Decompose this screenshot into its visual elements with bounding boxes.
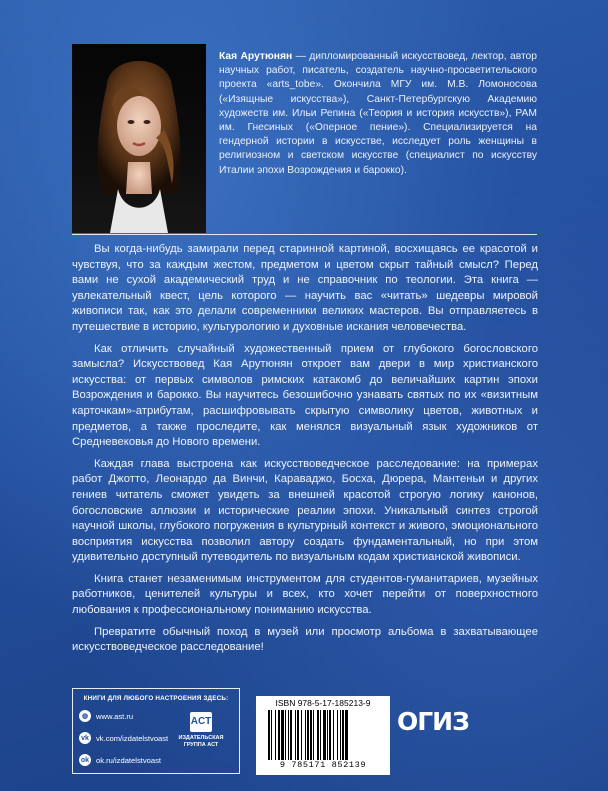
barcode-bar xyxy=(340,710,341,760)
paragraph: Как отличить случайный художественный прием от глубокого богословского замысла? Искусствовед Кая Арутюнян откроет вам двери в мир христианского искусства: от первых символов римских катакомб до величайших картин эпохи Возрождения и барокко. Вы научитесь безошибочно узнавать святых по их «визитным карточкам»-атрибутам, расшифровывать скрытую символику цветов, животных и предметов, а также проследите, как менялся визуальный язык художников от Средневековья до Нового времени. xyxy=(72,342,538,449)
vk-icon: vk xyxy=(79,732,91,744)
section-divider xyxy=(72,234,537,235)
paragraph: Каждая глава выстроена как искусствоведческое расследование: на примерах работ Джотто, Леонардо да Винчи, Караваджо, Босха, Дюрера, Мантеньи и других гениев читатель сможет увидеть за внешней красотой строгую логику канонов, богословские аллюзии и исторические реалии эпохи. Уникальный синтез строгой научной школы, глубокого погружения в культурный контекст и живого, эмоционального восприятия искусства позволил автору создать фундаментальный, но при этом удивительно доступный путеводитель по визуальным кодам христианской живописи. xyxy=(72,457,538,564)
barcode-digits: 9 785171 852139 xyxy=(279,760,367,770)
paragraph: Вы когда-нибудь замирали перед старинной картиной, восхищаясь ее красотой и чувствуя, что за каждым жестом, предметом и цветом скрыт тайный смысл? Перед вами не сухой академический труд и не справочник по теологии. Эта книга — увлекательный квест, цель которого — научить вас «читать» шедевры мировой живописи так, как это делали современники великих мастеров. Вы отправляетесь в путешествие в историю, культурологию и духовные искания человечества. xyxy=(72,243,538,333)
barcode-bar xyxy=(305,710,306,760)
barcode-bar xyxy=(345,710,348,760)
globe-icon: ◍ xyxy=(79,710,91,722)
author-name: Кая Арутюнян xyxy=(219,51,293,62)
promo-link-text: ok.ru/izdatelstvoast xyxy=(96,755,161,765)
barcode-bars xyxy=(268,710,380,760)
barcode-bar xyxy=(268,710,270,760)
isbn-label: ISBN 978-5-17-185213-9 xyxy=(275,698,371,708)
barcode-bar xyxy=(342,710,344,760)
annotation-text xyxy=(72,242,538,662)
barcode-bar xyxy=(320,710,321,760)
barcode-bar xyxy=(337,710,338,760)
paragraph: Книга станет незаменимым инструментом для студентов-гуманитариев, музейных работников, ценителей культуры и всех, кто хочет перейти от поверхностного любования к профессиональному пониманию искусства. xyxy=(72,572,538,617)
author-bio xyxy=(219,50,537,178)
barcode-bar xyxy=(327,710,328,760)
barcode-bar xyxy=(307,710,309,760)
promo-link-vk[interactable] xyxy=(79,731,168,745)
promo-link-site[interactable] xyxy=(79,709,133,723)
author-photo xyxy=(72,44,206,233)
isbn-barcode xyxy=(256,696,390,775)
ok-icon: ok xyxy=(79,754,91,766)
imprint-logo: ОГИЗ xyxy=(397,707,469,736)
author-bio-text: — дипломированный искусствовед, лектор, автор научных работ, писатель, создатель научно-просветительского проекта «arts_tobe». Окончила МГУ им. М.В. Ломоносова («Изящные искусства»), Санкт-Петербургскую Академию художеств им. Ильи Репина («Теория и история искусств»), РАМ им. Гнесиных («Оперное пение»). Специализируется на гендерной истории в искусстве, исследует роль женщины в религиозном и светском искусстве (специалист по искусству Италии эпохи Возрождения и барокко). xyxy=(219,51,538,176)
promo-title: КНИГИ ДЛЯ ЛЮБОГО НАСТРОЕНИЯ ЗДЕСЬ: xyxy=(83,695,229,702)
publisher-line: ИЗДАТЕЛЬСКАЯ xyxy=(178,735,224,741)
barcode-bar xyxy=(297,710,299,760)
barcode-bar xyxy=(301,710,302,760)
promo-link-text: www.ast.ru xyxy=(96,711,134,721)
publisher-mark: ACT xyxy=(190,712,212,732)
author-portrait-image xyxy=(72,44,206,233)
barcode-bar xyxy=(285,710,286,760)
barcode-bar xyxy=(313,710,314,760)
barcode-bar xyxy=(310,710,312,760)
promo-link-text: vk.com/izdatelstvoast xyxy=(96,733,169,743)
barcode-bar xyxy=(271,710,272,760)
publisher-logo xyxy=(175,712,227,748)
barcode-bar xyxy=(323,710,326,760)
barcode-bar xyxy=(278,710,280,760)
barcode-bar xyxy=(329,710,331,760)
barcode-bar xyxy=(295,710,296,760)
barcode-bar xyxy=(281,710,284,760)
barcode-bar xyxy=(290,710,292,760)
barcode-bar xyxy=(333,710,334,760)
promo-link-ok[interactable] xyxy=(79,753,161,767)
paragraph: Превратите обычный поход в музей или просмотр альбома в захватывающее искусствоведческое расследование! xyxy=(72,625,538,654)
barcode-bar xyxy=(317,710,319,760)
barcode-bar xyxy=(275,710,276,760)
barcode-bar xyxy=(288,710,289,760)
publisher-line: ГРУППА АСТ xyxy=(183,741,219,748)
